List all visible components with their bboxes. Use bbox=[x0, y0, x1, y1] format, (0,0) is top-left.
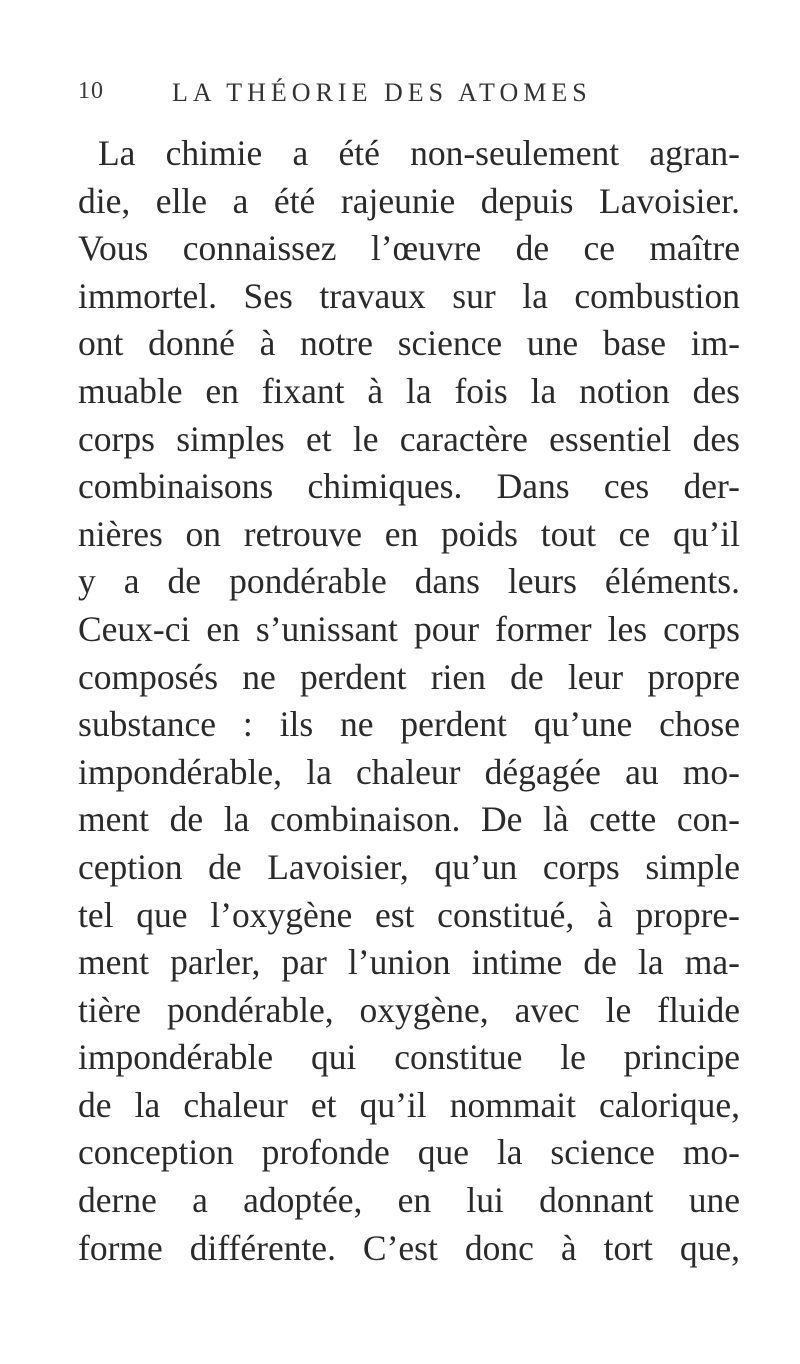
text-line: die, elle a été rajeunie depuis Lavoisier. bbox=[78, 180, 740, 221]
text-line: impondérable qui constitue le principe bbox=[78, 1037, 740, 1078]
text-line: ont donné à notre science une base im- bbox=[78, 323, 740, 364]
text-line: substance : ils ne perdent qu’une chose bbox=[78, 704, 740, 745]
page-number: 10 bbox=[78, 78, 104, 104]
text-line: corps simples et le caractère essentiel des bbox=[78, 418, 740, 459]
text-line: tel que l’oxygène est constitué, à propre- bbox=[78, 894, 740, 935]
text-line: y a de pondérable dans leurs éléments. bbox=[78, 561, 740, 602]
text-line: de la chaleur et qu’il nommait calorique, bbox=[78, 1084, 740, 1125]
running-title: LA THÉORIE DES ATOMES bbox=[172, 78, 592, 107]
text-line: Ceux-ci en s’unissant pour former les corps bbox=[78, 608, 740, 649]
text-line: ment de la combinaison. De là cette con- bbox=[78, 799, 740, 840]
text-line: impondérable, la chaleur dégagée au mo- bbox=[78, 751, 740, 792]
text-line: La chimie a été non-seulement agran- bbox=[98, 133, 740, 173]
text-line: nières on retrouve en poids tout ce qu’il bbox=[78, 513, 740, 554]
text-line: combinaisons chimiques. Dans ces der- bbox=[78, 466, 740, 507]
text-line: ception de Lavoisier, qu’un corps simple bbox=[78, 846, 740, 887]
text-line: ment parler, par l’union intime de la ma- bbox=[78, 942, 740, 983]
text-line: forme différente. C’est donc à tort que, bbox=[78, 1227, 740, 1268]
text-line: tière pondérable, oxygène, avec le fluide bbox=[78, 989, 740, 1030]
text-line: muable en fixant à la fois la notion des bbox=[78, 370, 740, 411]
running-head bbox=[78, 78, 738, 118]
text-line: composés ne perdent rien de leur propre bbox=[78, 656, 740, 697]
text-line: Vous connaissez l’œuvre de ce maître bbox=[78, 228, 740, 269]
body-text bbox=[78, 130, 740, 1272]
text-line: immortel. Ses travaux sur la combustion bbox=[78, 275, 740, 316]
text-line: derne a adoptée, en lui donnant une bbox=[78, 1180, 740, 1221]
text-line: conception profonde que la science mo- bbox=[78, 1132, 740, 1173]
